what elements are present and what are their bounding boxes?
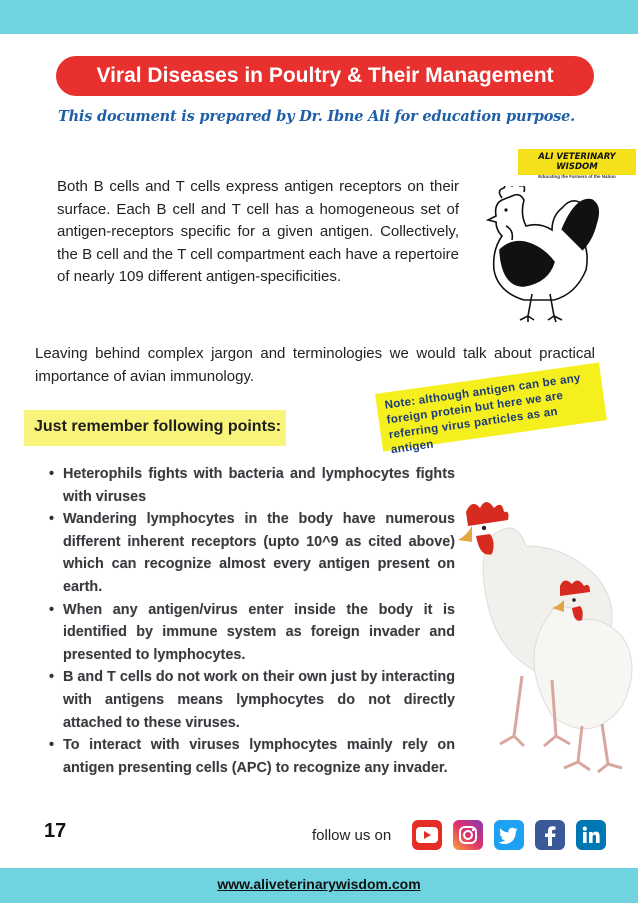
list-item: • To interact with viruses lymphocytes mainly rely on antigen presenting cells (APC) to recognize any invader. (63, 734, 455, 779)
website-link[interactable]: www.aliveterinarywisdom.com (217, 876, 421, 892)
document-subtitle: This document is prepared by Dr. Ibne Ali for education purpose. (58, 108, 576, 125)
logo-tagline: Educating the Farmers of the Nation (538, 174, 616, 179)
intro-paragraph: Both B cells and T cells express antigen receptors on their surface. Each B cell and T cell has a homogeneous set of antigen-receptors specific for a given antigen. Collectively, the B cell and the T cell compartment each have a repertoire of nearly 109 different antigen-specificities. (57, 178, 459, 286)
note-callout: Note: although antigen can be any foreign protein but here we are referring virus particles as an antigen (375, 363, 607, 452)
instagram-icon[interactable] (453, 820, 483, 850)
list-item: • Wandering lymphocytes in the body have numerous different inherent receptors (upto 10^9 as cited above) which can recognize almost every antigen present on earth. (63, 508, 455, 598)
white-hens-photo (452, 496, 638, 786)
rooster-illustration (472, 186, 616, 326)
list-item: • When any antigen/virus enter inside the body it is identified by immune system as foreign invader and presented to lymphocytes. (63, 599, 455, 667)
top-accent-bar (0, 0, 638, 34)
twitter-icon[interactable] (494, 820, 524, 850)
follow-us-label: follow us on (312, 827, 392, 844)
linkedin-icon[interactable] (576, 820, 606, 850)
brand-logo (518, 149, 636, 179)
points-heading: Just remember following points: (34, 418, 282, 435)
page-number: 17 (44, 820, 67, 842)
list-item: • Heterophils fights with bacteria and lymphocytes fights with viruses (63, 463, 455, 508)
points-list (45, 463, 455, 779)
facebook-icon[interactable] (535, 820, 565, 850)
list-item: • B and T cells do not work on their own just by interacting with antigens means lymphocytes do not directly attached to these viruses. (63, 666, 455, 734)
youtube-icon[interactable] (412, 820, 442, 850)
page-title: Viral Diseases in Poultry & Their Management (56, 56, 594, 96)
logo-name: ALI VETERINARY WISDOM (538, 152, 616, 172)
practical-paragraph: Leaving behind complex jargon and terminologies we would talk about practical importance of avian immunology. (35, 345, 595, 385)
